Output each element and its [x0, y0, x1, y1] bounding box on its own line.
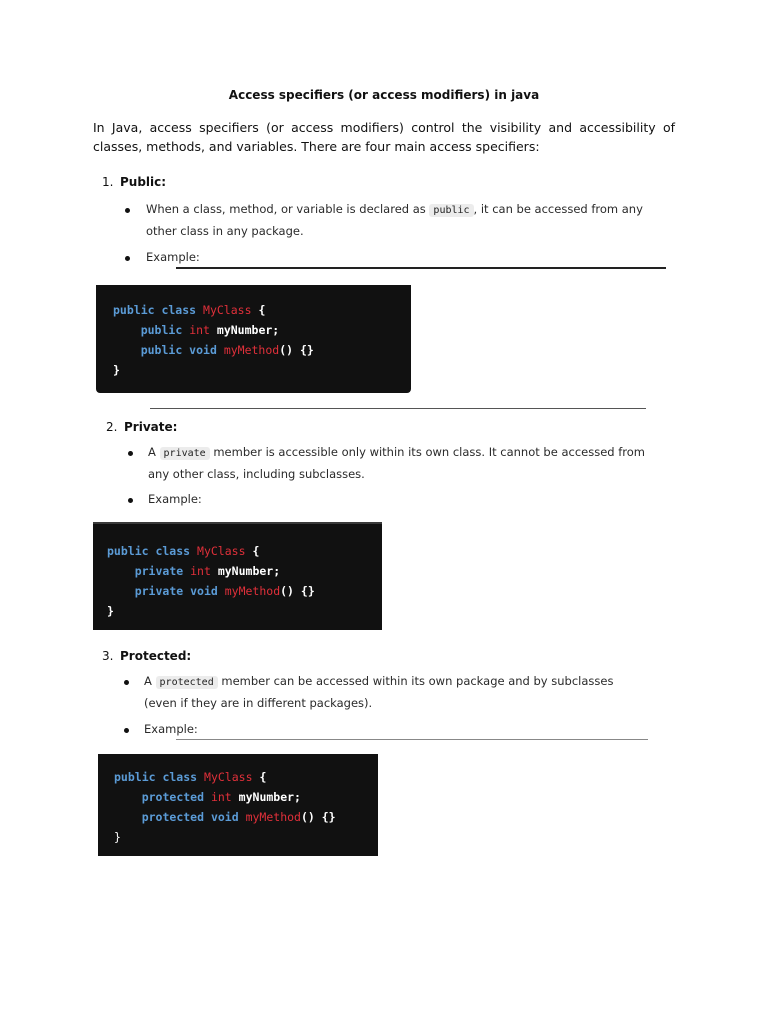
code-token: {	[259, 770, 267, 784]
section-title: Public:	[120, 175, 167, 189]
bullet-dot	[124, 680, 129, 685]
code-token: myNumber;	[216, 323, 280, 337]
example-label: Example:	[144, 722, 198, 736]
code-token: }	[113, 363, 120, 377]
section-number: 3.	[102, 649, 114, 663]
bullet-dot	[125, 256, 130, 261]
divider	[150, 408, 646, 409]
divider	[176, 739, 648, 740]
code-token: myMethod	[223, 343, 280, 357]
private-description	[148, 442, 648, 485]
desc-text: member can be accessed within its own package and by subclasses (even if they are in different packages).	[144, 674, 614, 710]
code-token: protected	[141, 790, 205, 804]
keyword-chip: private	[160, 447, 210, 460]
code-token: int	[210, 790, 232, 804]
section-title: Protected:	[120, 649, 192, 663]
code-token: public class	[113, 303, 197, 317]
divider	[176, 267, 666, 269]
public-description	[146, 199, 676, 242]
section-heading-public	[102, 175, 166, 189]
bullet-dot	[124, 728, 129, 733]
example-label: Example:	[146, 250, 200, 264]
code-token: int	[190, 564, 211, 578]
code-token: private void	[134, 584, 218, 598]
code-token: MyClass	[197, 544, 246, 558]
code-token: }	[107, 604, 114, 618]
code-token: () {}	[279, 343, 314, 357]
code-block-public	[96, 285, 411, 393]
code-token: public	[140, 323, 183, 337]
desc-text: A	[144, 674, 152, 688]
code-block-private	[93, 522, 382, 630]
code-token: () {}	[300, 810, 336, 824]
desc-text: A	[148, 445, 156, 459]
protected-description	[144, 671, 644, 714]
code-token: public void	[140, 343, 217, 357]
code-token: myNumber;	[217, 564, 281, 578]
code-token: private	[134, 564, 184, 578]
section-title: Private:	[124, 420, 178, 434]
section-heading-protected	[102, 649, 191, 663]
code-token: {	[258, 303, 266, 317]
code-token: {	[252, 544, 260, 558]
keyword-chip: protected	[156, 676, 218, 689]
section-number: 1.	[102, 175, 114, 189]
code-token: myMethod	[224, 584, 281, 598]
bullet-dot	[128, 498, 133, 503]
code-token: }	[114, 830, 121, 844]
code-token: MyClass	[204, 770, 253, 784]
desc-text: member is accessible only within its own class. It cannot be accessed from any other class, including subclasses.	[148, 445, 645, 481]
bullet-dot	[125, 208, 130, 213]
intro-paragraph: In Java, access specifiers (or access modifiers) control the visibility and accessibility of classes, methods, and variables. There are four main access specifiers:	[93, 120, 675, 154]
code-block-protected	[98, 754, 378, 856]
desc-text: , it can be accessed from any other class in any package.	[146, 202, 643, 238]
code-token: protected void	[141, 810, 239, 824]
keyword-chip: public	[429, 204, 473, 217]
section-heading-private	[106, 420, 177, 434]
section-number: 2.	[106, 420, 118, 434]
document-title: Access specifiers (or access modifiers) in java	[228, 88, 540, 102]
code-token: () {}	[280, 584, 315, 598]
code-token: public class	[114, 770, 198, 784]
desc-text: When a class, method, or variable is declared as	[146, 202, 426, 216]
bullet-dot	[128, 451, 133, 456]
code-token: int	[189, 323, 210, 337]
code-token: public class	[107, 544, 191, 558]
code-token: myMethod	[245, 810, 301, 824]
code-token: myNumber;	[238, 790, 301, 804]
example-label: Example:	[148, 492, 202, 506]
code-token: MyClass	[203, 303, 252, 317]
